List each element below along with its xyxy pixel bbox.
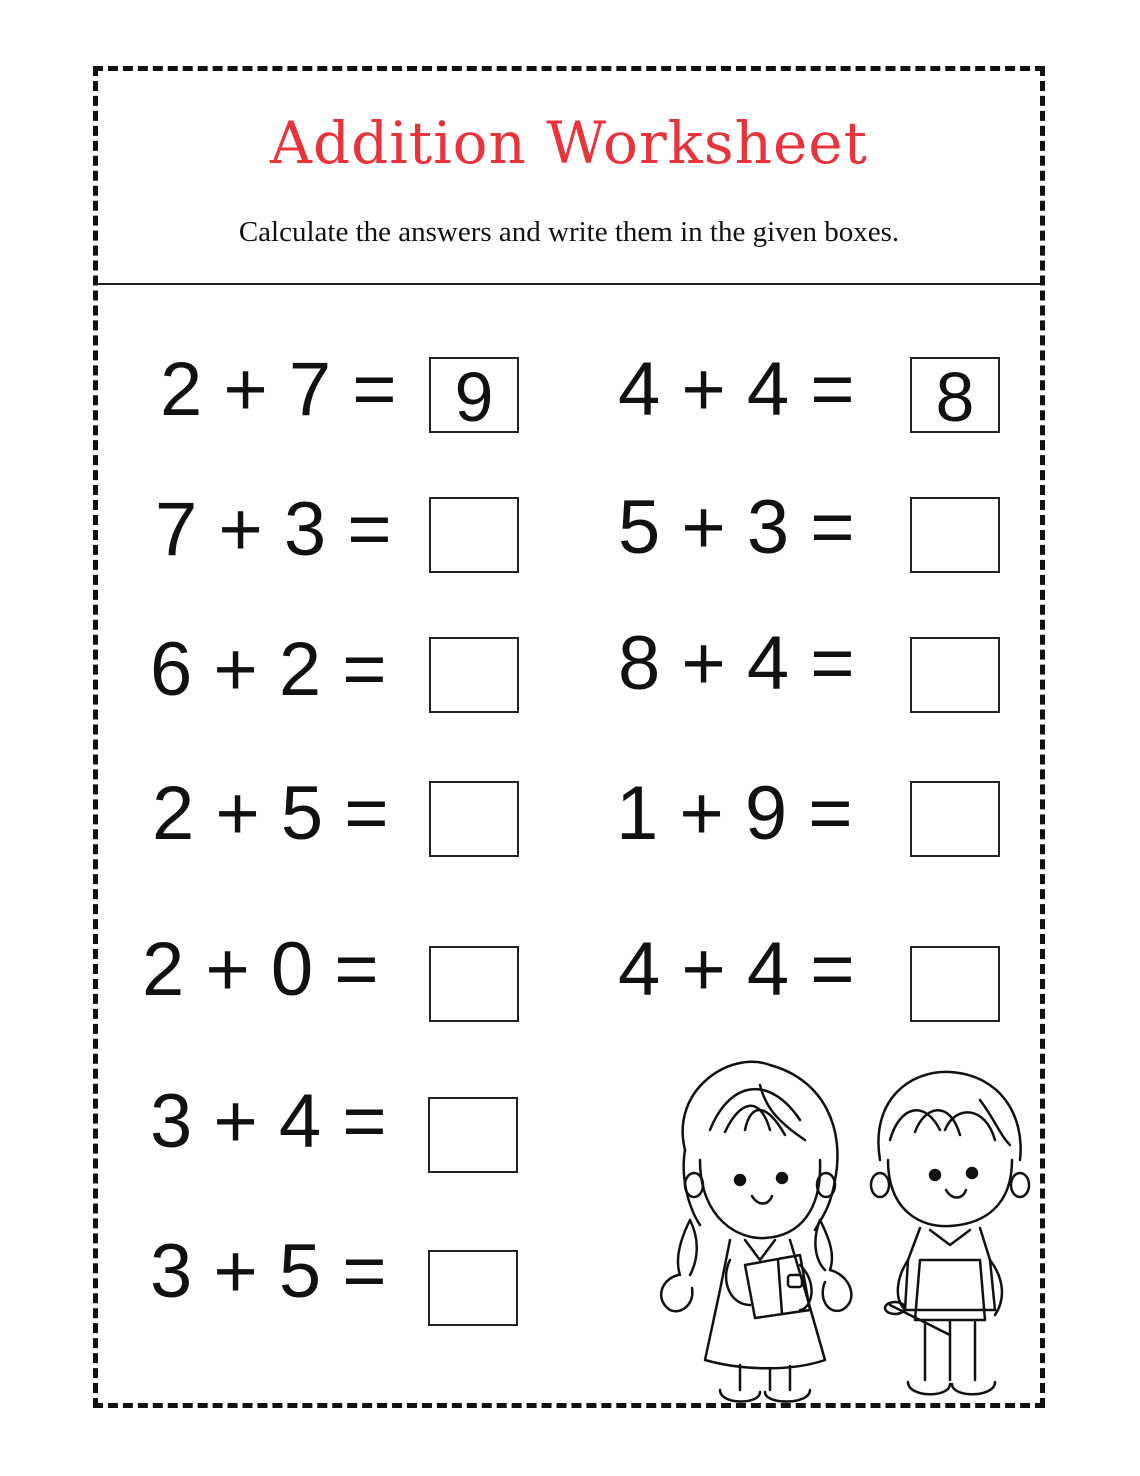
answer-box-right-2[interactable] [910,497,1000,573]
equation-right-4: 1 + 9 = [616,771,853,856]
equation-left-4: 2 + 5 = [152,771,389,856]
equation-right-1: 4 + 4 = [618,347,855,432]
equation-right-3: 8 + 4 = [618,621,855,706]
equation-left-2: 7 + 3 = [155,487,392,572]
answer-box-left-1[interactable]: 9 [429,357,519,433]
equation-left-6: 3 + 4 = [150,1079,387,1164]
answer-box-left-4[interactable] [429,781,519,857]
answer-box-right-3[interactable] [910,637,1000,713]
answer-box-right-5[interactable] [910,946,1000,1022]
equation-left-7: 3 + 5 = [150,1229,387,1314]
divider-line [98,283,1040,285]
answer-box-left-7[interactable] [428,1250,518,1326]
answer-box-left-2[interactable] [429,497,519,573]
equation-left-5: 2 + 0 = [142,927,379,1012]
answer-box-right-1[interactable]: 8 [910,357,1000,433]
boy-figure [871,1072,1029,1394]
answer-box-left-5[interactable] [429,946,519,1022]
equation-right-5: 4 + 4 = [618,927,855,1012]
equation-left-1: 2 + 7 = [160,347,397,432]
equation-left-3: 6 + 2 = [150,627,387,712]
answer-box-left-6[interactable] [428,1097,518,1173]
girl-figure [661,1062,851,1402]
equation-right-2: 5 + 3 = [618,485,855,570]
answer-box-right-4[interactable] [910,781,1000,857]
worksheet-title: Addition Worksheet [270,109,868,177]
worksheet-instructions: Calculate the answers and write them in the given boxes. [238,216,900,248]
answer-box-left-3[interactable] [429,637,519,713]
two-children-reading-illustration [650,1060,1050,1410]
